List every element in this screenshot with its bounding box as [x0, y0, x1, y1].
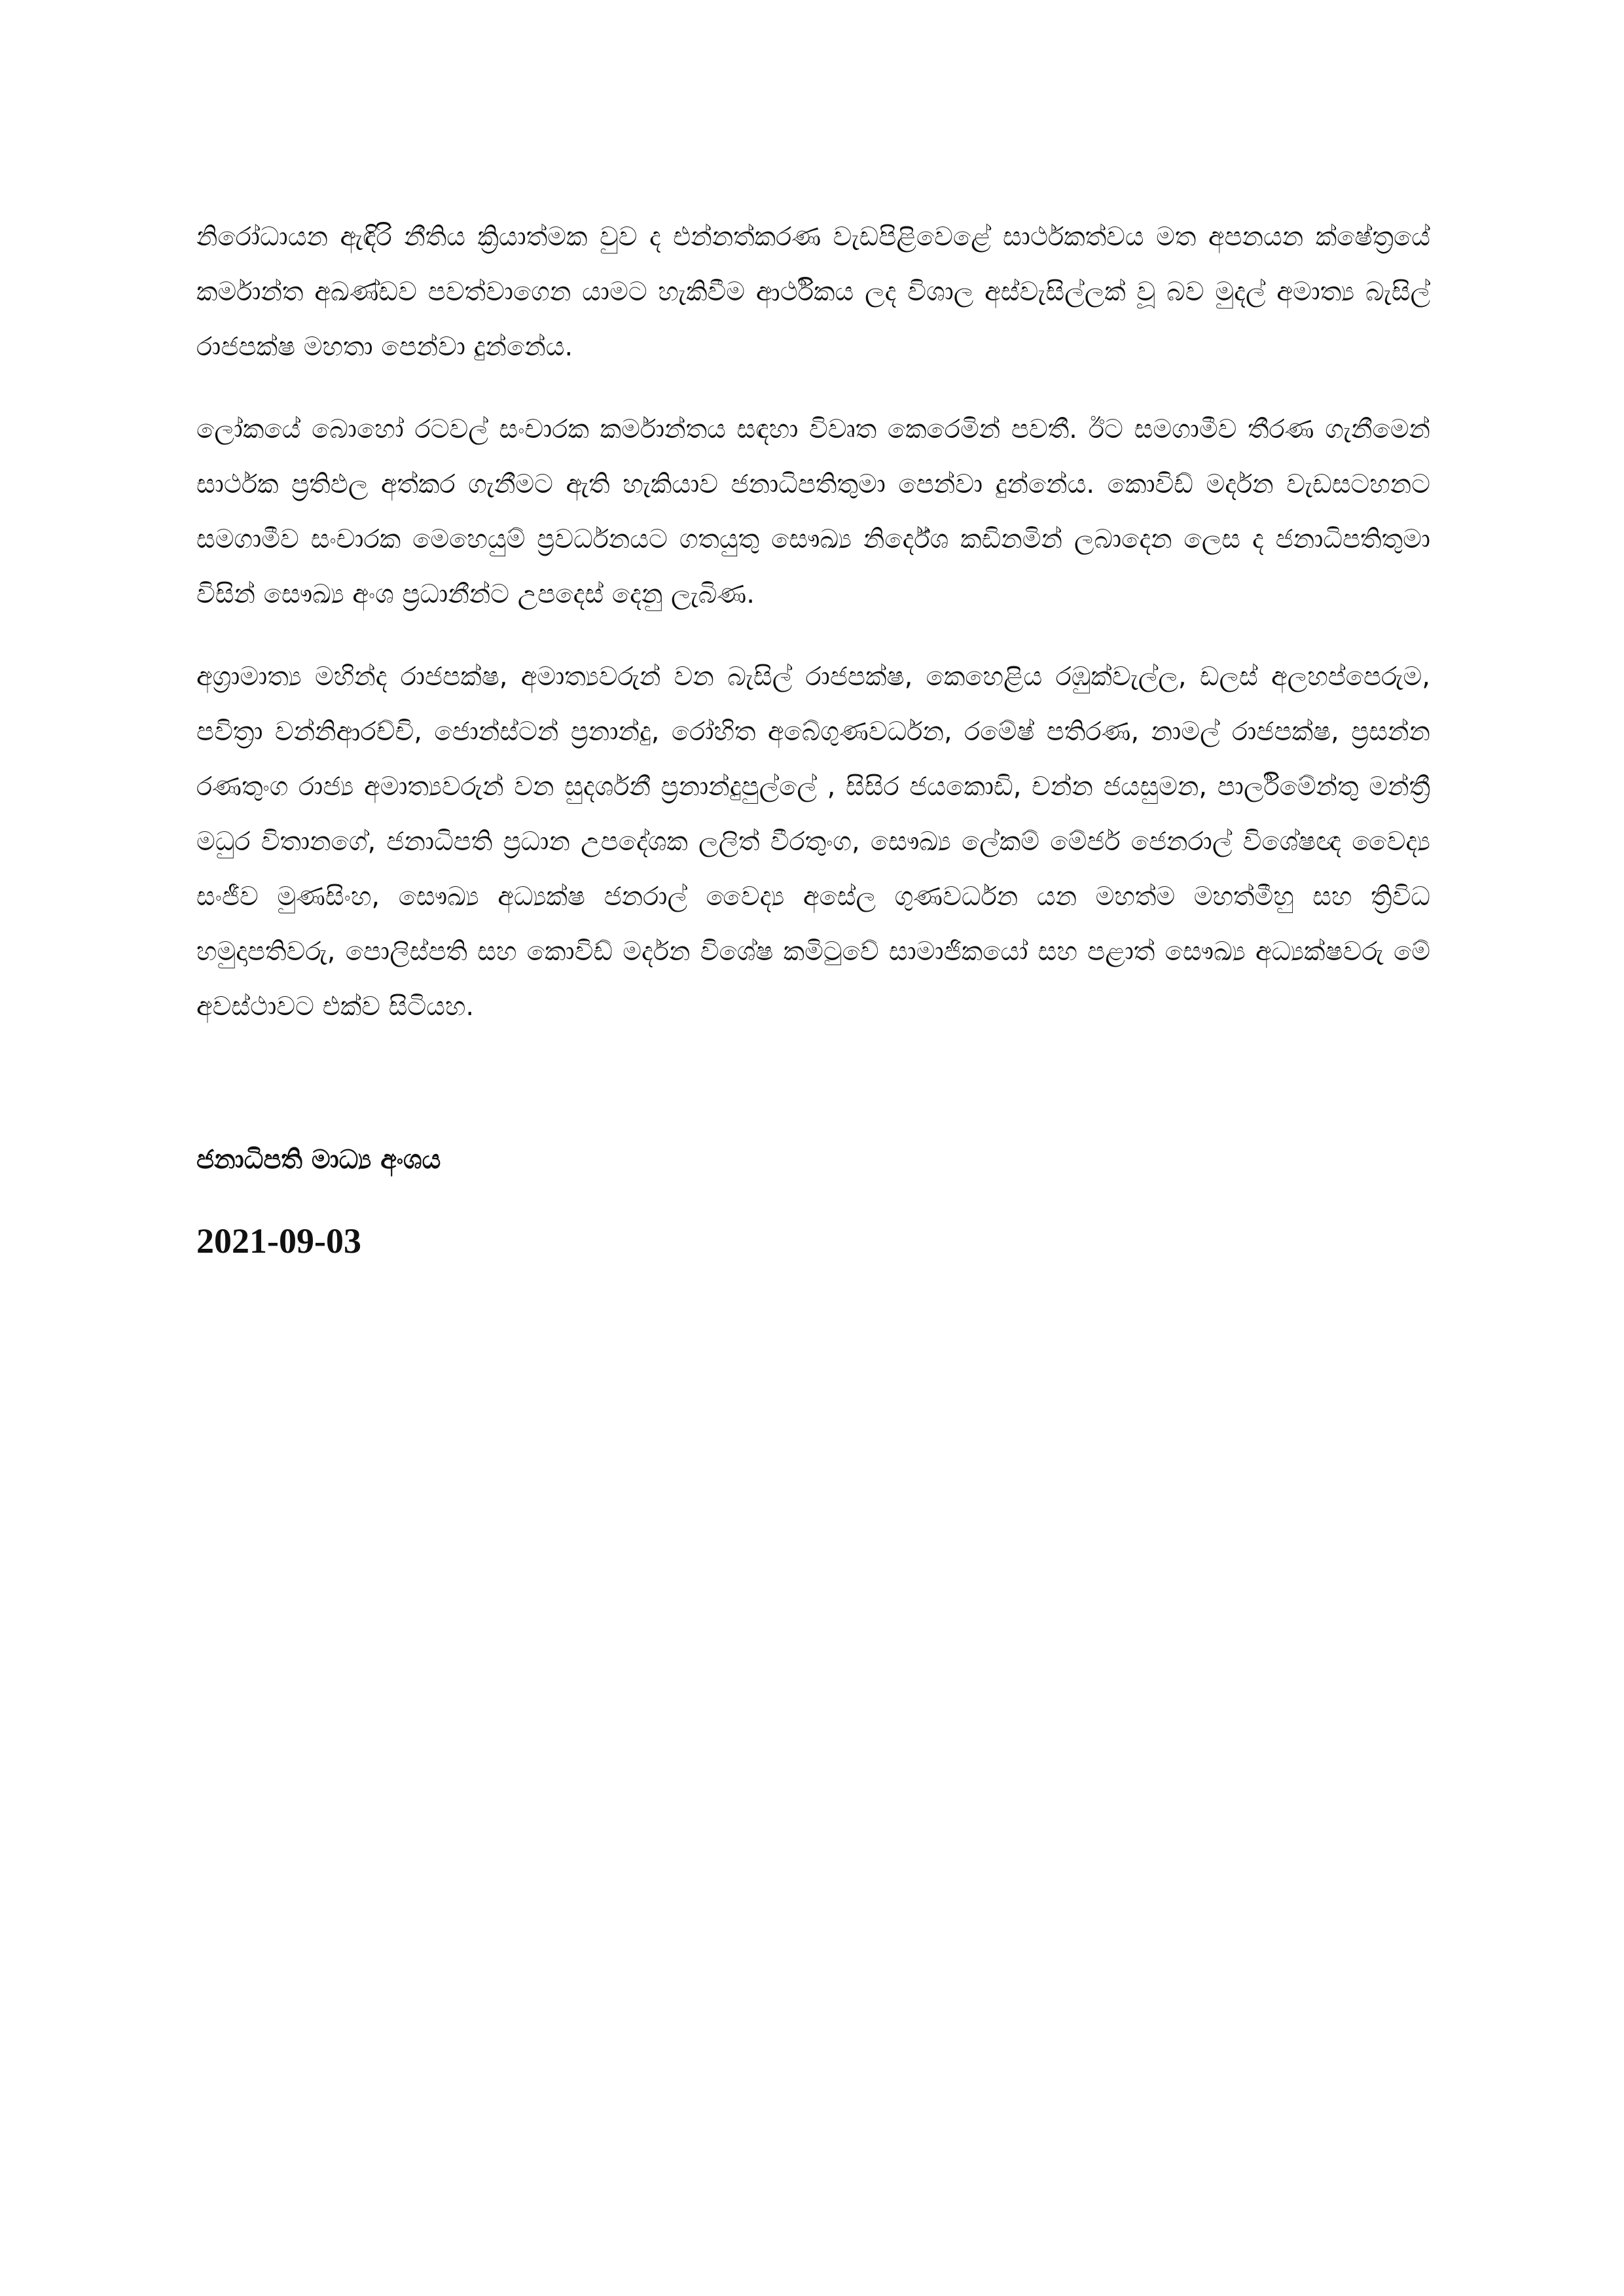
- signoff-block: [196, 1132, 1430, 1268]
- document-page: [196, 209, 1430, 1268]
- paragraph-2: ලෝකයේ බොහෝ රටවල් සංචාරක කර්මාන්තය සඳහා විවෘත කෙරෙමින් පවතී. ඊට සමගාමීව තීරණ ගැනීමෙන් සාර්ථක ප්‍රතිඵල අත්කර ගැනීමට ඇති හැකියාව ජනාධිපතිතුමා පෙන්වා දුන්නේය. කොවිඩ් මර්දන වැඩසටහනට සමගාමීව සංචාරක මෙහෙයුම් ප්‍රවර්ධනයට ගතයුතු සෞඛ්‍ය නිර්දේශ කඩිනමින් ලබාදෙන ලෙස ද ජනාධිපතිතුමා විසින් සෞඛ්‍ය අංශ ප්‍රධානීන්ට උපදෙස් දෙනු ලැබිණ.: [196, 414, 1430, 609]
- issuing-office: ජනාධිපති මාධ්‍ය අංශය: [196, 1145, 441, 1175]
- paragraph-3: අග්‍රාමාත්‍ය මහින්ද රාජපක්ෂ, අමාත්‍යවරුන් වන බැසිල් රාජපක්ෂ, කෙහෙළිය රඹුක්වැල්ල, ඩලස් අලහප්පෙරුම, පවිත්‍රා වන්නිආරච්චි, ජොන්ස්ටන් ප්‍රනාන්දු, රෝහිත අබේගුණවර්ධන, රමේෂ් පතිරණ, නාමල් රාජපක්ෂ, ප්‍රසන්න රණතුංග රාජ්‍ය අමාත්‍යවරුන් වන සුදර්ශනී ප්‍රනාන්දුපුල්ලේ , සිසිර ජයකොඩි, චන්න ජයසුමන, පාර්ලිමේන්තු මන්ත්‍රී මධුර විතානගේ, ජනාධිපති ප්‍රධාන උපදේශක ලලිත් වීරතුංග, සෞඛ්‍ය ලේකම් මේජර් ජෙනරාල් විශේෂඥ වෛද්‍ය සංජීව මුණසිංහ, සෞඛ්‍ය අධ්‍යක්ෂ ජනරාල් වෛද්‍ය අසේල ගුණවර්ධන යන මහත්ම මහත්මීහු සහ ත්‍රිවිධ හමුදාපතිවරු, පොලිස්පති සහ කොවිඩ් මර්දන විශේෂ කමිටුවේ සාමාජිකයෝ සහ පළාත් සෞඛ්‍ය අධ්‍යක්ෂවරු මේ අවස්ථාවට එක්ව සිටියහ.: [196, 662, 1430, 1022]
- paragraph-1: නිරෝධායන ඇඳිරි නීතිය ක්‍රියාත්මක වුව ද එන්නත්කරණ වැඩපිළිවෙළේ සාර්ථකත්වය මත අපනයන ක්ෂේත්‍රයේ කර්මාන්ත අඛණ්ඩව පවත්වාගෙන යාමට හැකිවීම ආර්ථිකය ලද විශාල අස්වැසිල්ලක් වූ බව මුදල් අමාත්‍ය බැසිල් රාජපක්ෂ මහතා පෙන්වා දුන්නේය.: [196, 222, 1430, 362]
- release-date: 2021-09-03: [196, 1221, 361, 1261]
